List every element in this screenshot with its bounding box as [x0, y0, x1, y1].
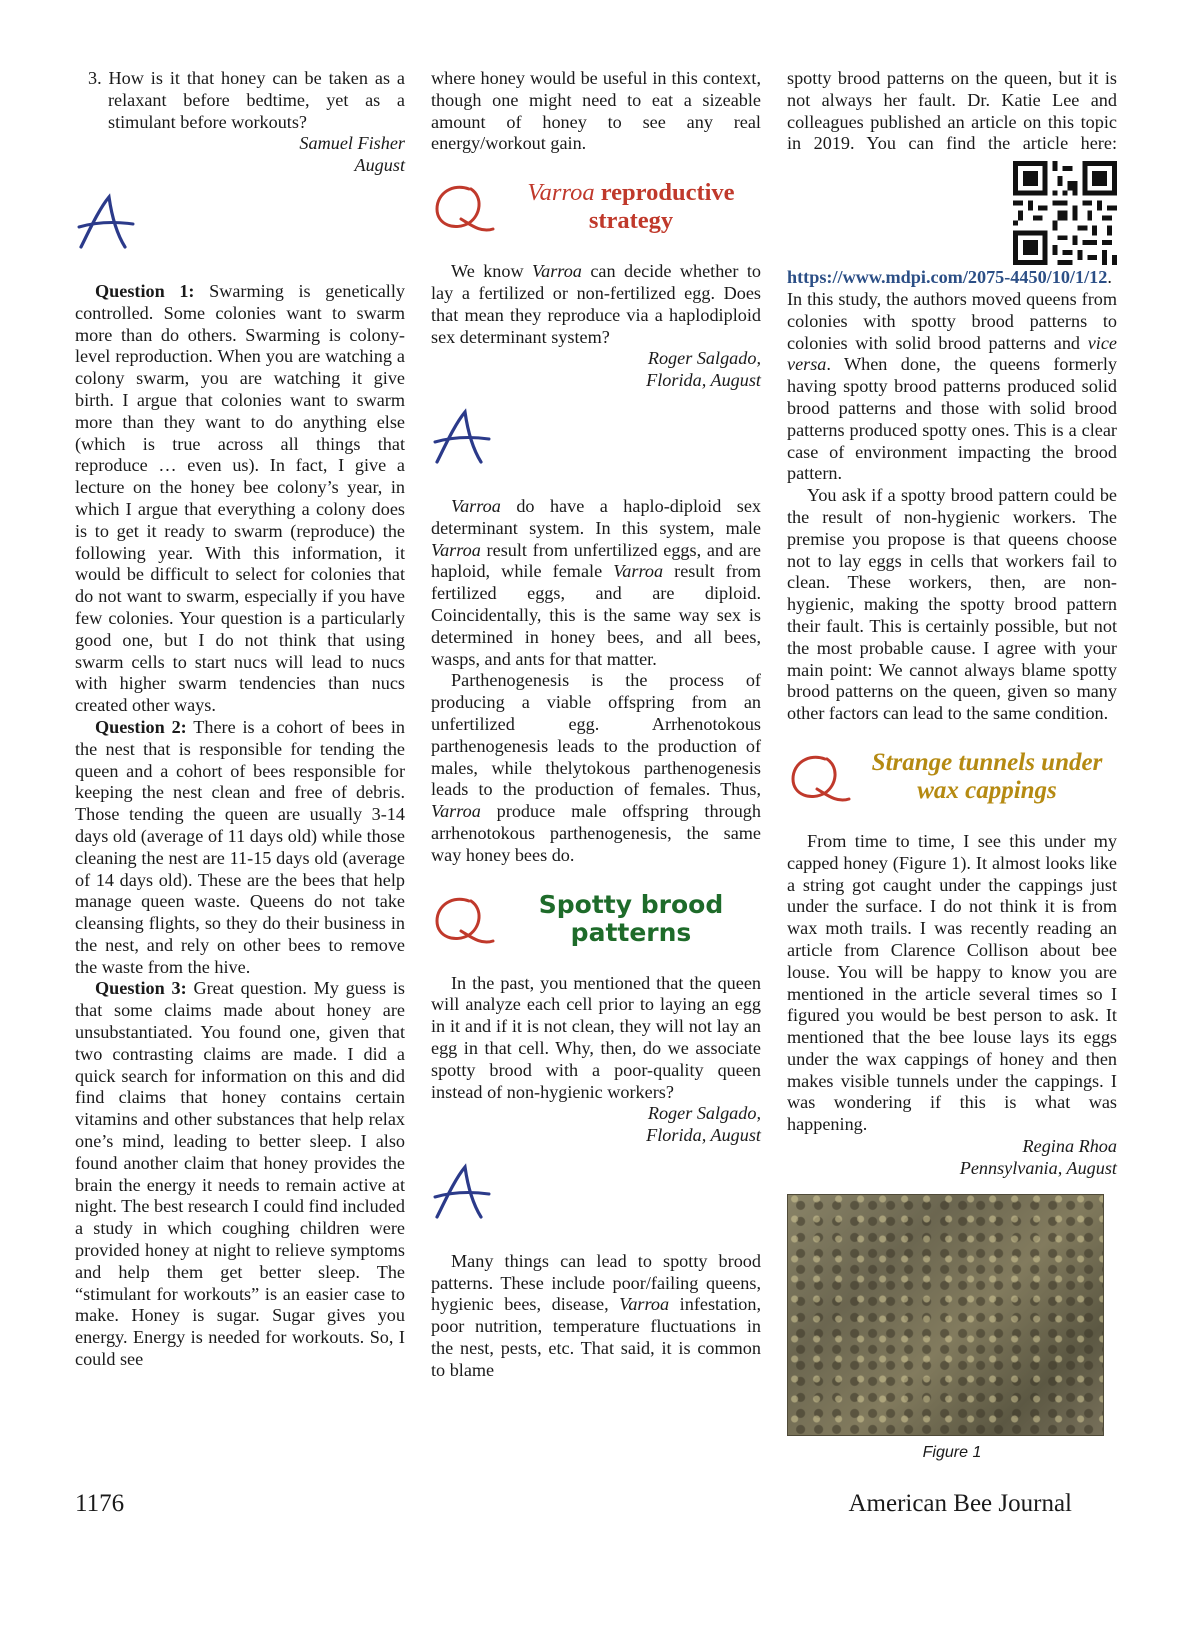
question-q-icon — [787, 749, 853, 809]
answer-a-icon — [431, 406, 761, 474]
qr-code-icon[interactable] — [1013, 161, 1117, 265]
spotty-answer-continuation: spotty brood patterns on the queen, but it is not always her fault. Dr. Katie Lee and colleagues published an article on this topic in 2019. You can find the article here: https://www.mdpi.com/2075-4450/10/1/12. In this study, the authors moved queens from colonies with spotty brood patterns to colonies with solid brood patterns and vice versa. When done, the queens formerly having spotty brood patterns produced solid brood patterns and those with solid brood patterns produced spotty ones. This is a clear case of environment impacting the brood pattern. — [787, 68, 1117, 484]
question-q-icon — [431, 891, 497, 951]
spotty-question-header — [431, 887, 761, 959]
answer-question-3: Question 3: Great question. My guess is that some claims made about honey are unsubstantiated. You found one, given that two contrasting claims are made. I did a quick search for information on this and did find claims that honey contains certain vitamins and other substances that help relax one’s mind, leading to better sleep. I also found another claim that honey provides the brain the energy it needs to remain active at night. The best research I could find included a study in which coughing children were provided honey at night to relieve symptoms and help them get better sleep. The “stimulant for workouts” is an easier case to make. Honey is sugar. Sugar gives you energy. Energy is needed for workouts. So, I could see — [75, 978, 405, 1370]
column-3 — [787, 68, 1117, 1463]
tunnels-title: Strange tunnels under wax cappings — [871, 748, 1103, 804]
answer-question-1: Question 1: Swarming is genetically controlled. Some colonies want to swarm more than do others. Swarming is colony-level reproduction. When you are watching a colony swarm, you are watching it give birth. I argue that colonies want to swarm more than they want to do anything else (which is true across all things that reproduce … even us). In fact, I give a lecture on the honey bee colony’s year, in which I argue that everything a colony does is to get it ready to swarm (reproduce) the following year. With this information, it would be difficult to select for colonies that do not want to swarm, especially if you have few colonies. Your question is a particularly good one, but I do not think that using swarm cells to start nucs will lead to nucs with higher swarm tendencies than nucs created other ways. — [75, 280, 405, 716]
signature-roger-salgado-2: Roger Salgado, Florida, August — [646, 1103, 761, 1146]
varroa-question-header — [431, 175, 761, 247]
tunnels-question-text: From time to time, I see this under my capped honey (Figure 1). It almost looks like a string got caught under the cappings just under the surface. I do not think it is from wax moth trails. I was recently reading an article from Clarence Collison about bee louse. You will be happy to know you are mentioned in the article several times so I figured you would be best person to ask. It mentioned that the bee louse lays its eggs under the wax cappings of honey and then makes visible tunnels under the cappings. I was wondering if this is what was happening. — [787, 830, 1117, 1135]
signature-roger-salgado-1: Roger Salgado, Florida, August — [646, 348, 761, 391]
answer-a-icon — [431, 1161, 761, 1229]
varroa-answer-p2: Parthenogenesis is the process of producing a viable offspring from an unfertilized egg. Arrhenotokous parthenogenesis leads to the production of males, while thelytokous parthenogenesis leads to the production of females. Thus, Varroa produce male offspring through arrhenotokous parthenogenesis, the same way honey bees do. — [431, 670, 761, 865]
varroa-title: Varroa reproductive strategy — [527, 179, 735, 235]
journal-name: American Bee Journal — [848, 1490, 1072, 1517]
signature-samuel-fisher: Samuel Fisher August — [299, 133, 405, 176]
question-3: 3. How is it that honey can be taken as a relaxant before bedtime, yet as a stimulant before workouts? — [88, 68, 405, 132]
answer-question-2: Question 2: There is a cohort of bees in the nest that is responsible for tending the queen and a cohort of bees responsible for keeping the nest clean and free of debris. Those tending the queen are usually 3-14 days old (average of 11 days old) while those cleaning the nest are 11-15 days old (average of 14 days old). These are the bees that help manage queen waste. Queens do not take cleansing flights, so they do their business in the nest, and rely on other bees to remove the waste from the hive. — [75, 716, 405, 977]
varroa-answer-p1: Varroa do have a haplo-diploid sex determinant system. In this system, male Varroa result from unfertilized eggs, and are haploid, while female Varroa result from fertilized eggs, and are diploid. Coincidentally, this is the same way sex is determined in honey bees, and all bees, wasps, and ants for that matter. — [431, 495, 761, 669]
spotty-question-text: In the past, you mentioned that the queen will analyze each cell prior to laying an egg in it and if it is not clean, they will not lay an egg in that cell. Why, then, do we associate spotty brood with a poor-quality queen instead of non-hygienic workers? — [431, 972, 761, 1102]
varroa-question-text: We know Varroa can decide whether to lay a fertilized or non-fertilized egg. Does that mean they reproduce via a haplodiploid sex determinant system? — [431, 261, 762, 347]
figure-caption: Figure 1 — [922, 1443, 982, 1461]
spotty-answer-p2: You ask if a spotty brood pattern could be the result of non-hygienic workers. The premise you propose is that queens choose not to lay eggs in cells that workers fail to clean. These workers, then, are non-hygienic, making the spotty brood pattern their fault. This is certainly possible, but not the most probable cause. I agree with your main point: We cannot always blame spotty brood patterns on the queen, given so many other factors can lead to the same condition. — [787, 485, 1117, 724]
honey-continuation: where honey would be useful in this context, though one might need to eat a sizeable amount of honey to see any real energy/workout gain. — [431, 68, 761, 154]
article-link[interactable]: https://www.mdpi.com/2075-4450/10/1/12 — [787, 267, 1108, 288]
question-q-icon — [431, 179, 497, 239]
page-number: 1176 — [75, 1490, 125, 1517]
signature-regina-rhoa: Regina Rhoa Pennsylvania, August — [959, 1136, 1117, 1178]
tunnels-question-header — [787, 745, 1117, 817]
answer-a-icon — [75, 191, 405, 259]
spotty-answer-p1: Many things can lead to spotty brood patterns. These include poor/failing queens, hygienic bees, disease, Varroa infestation, poor nutrition, temperature fluctuations in the nest, pests, etc. That said, it is common to blame — [431, 1250, 761, 1380]
column-2 — [431, 68, 761, 1382]
spotty-title: Spotty brood patterns — [538, 889, 724, 947]
figure-1-honeycomb-photo — [787, 1194, 1104, 1436]
column-1 — [75, 68, 405, 1371]
